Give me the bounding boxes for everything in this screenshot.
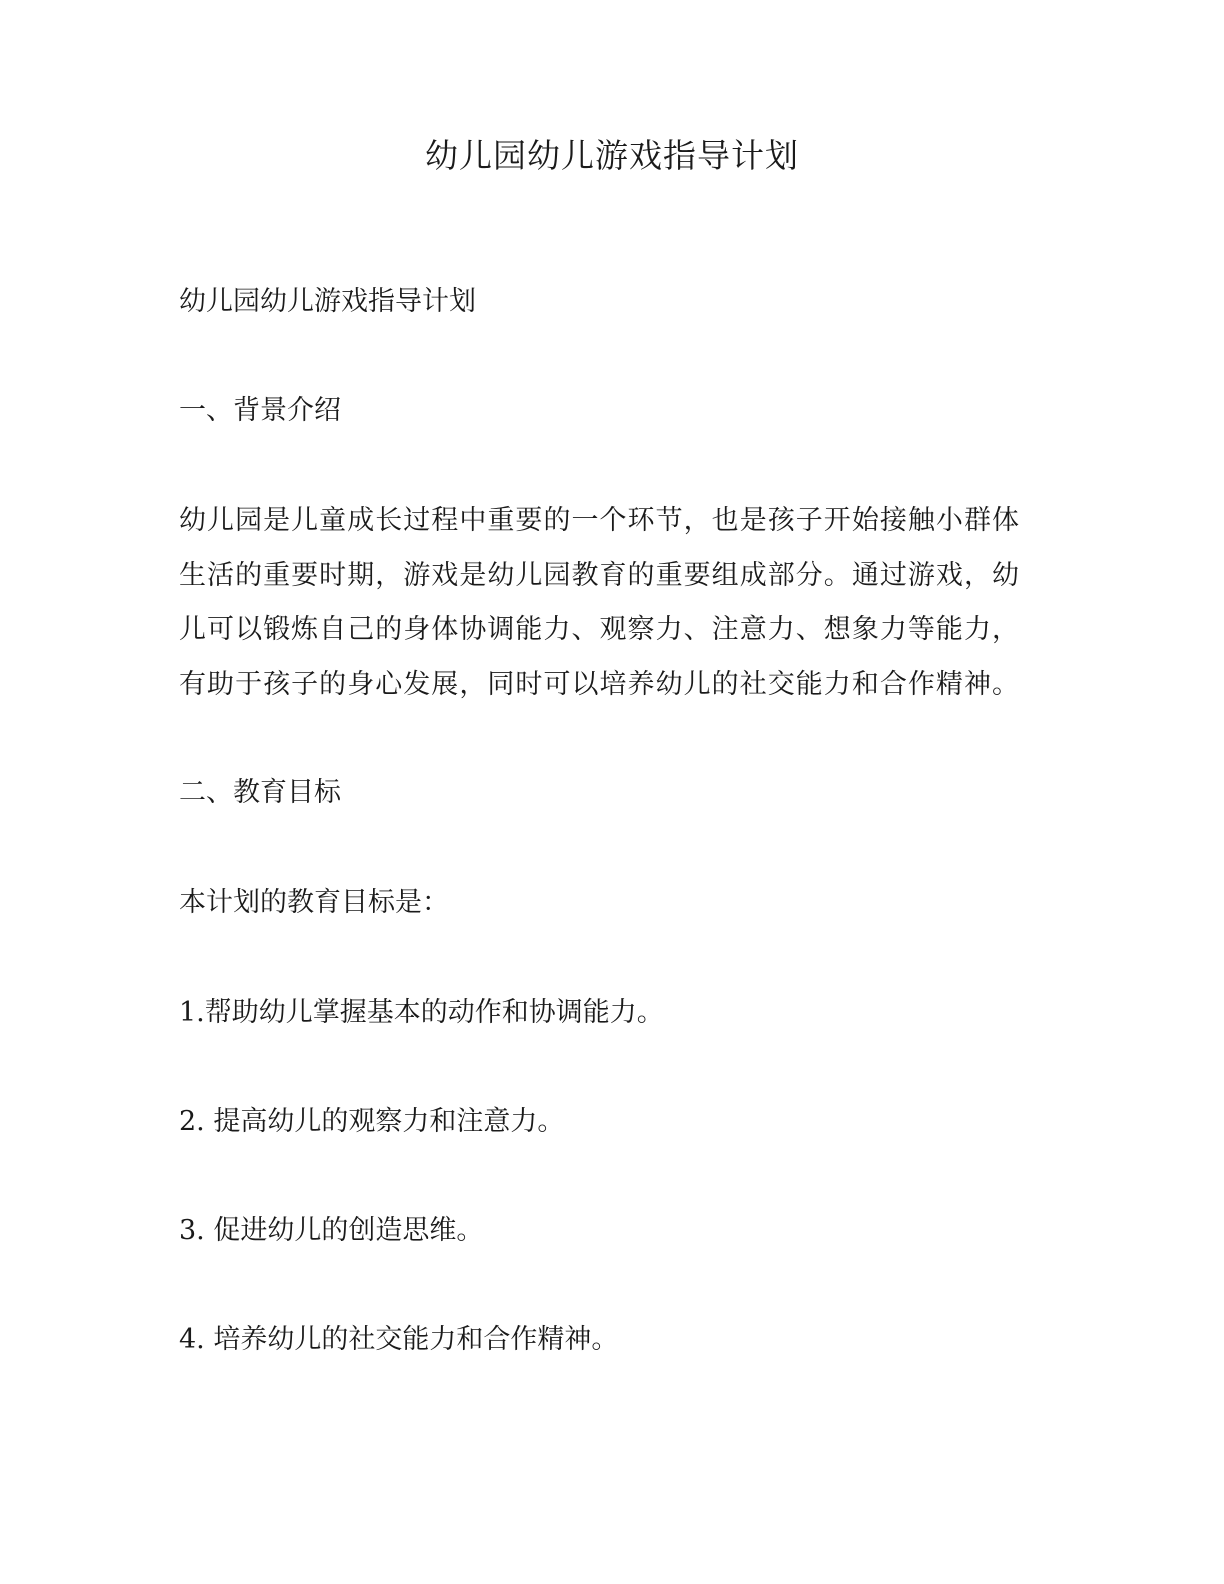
goal-item-1: 1.帮助幼儿掌握基本的动作和协调能力。: [179, 997, 664, 1028]
paragraph-line: 幼儿园是儿童成长过程中重要的一个环节，也是孩子开始接触小群体: [179, 505, 1019, 536]
section2-heading: 二、教育目标: [179, 777, 341, 808]
goal-item-4: 4. 培养幼儿的社交能力和合作精神。: [179, 1324, 619, 1355]
section1-heading: 一、背景介绍: [179, 395, 341, 426]
document-subtitle: 幼儿园幼儿游戏指导计划: [179, 286, 476, 317]
paragraph-line: 生活的重要时期，游戏是幼儿园教育的重要组成部分。通过游戏，幼: [179, 559, 1019, 591]
section2-intro: 本计划的教育目标是：: [179, 887, 449, 918]
goal-item-2: 2. 提高幼儿的观察力和注意力。: [179, 1106, 565, 1137]
paragraph-line: 儿可以锻炼自己的身体协调能力、观察力、注意力、想象力等能力，: [179, 614, 1019, 645]
section1-paragraph: [179, 494, 1019, 712]
document-title: 幼儿园幼儿游戏指导计划: [425, 136, 799, 175]
paragraph-line: 有助于孩子的身心发展，同时可以培养幼儿的社交能力和合作精神。: [179, 668, 1019, 700]
goal-item-3: 3. 促进幼儿的创造思维。: [179, 1215, 484, 1246]
